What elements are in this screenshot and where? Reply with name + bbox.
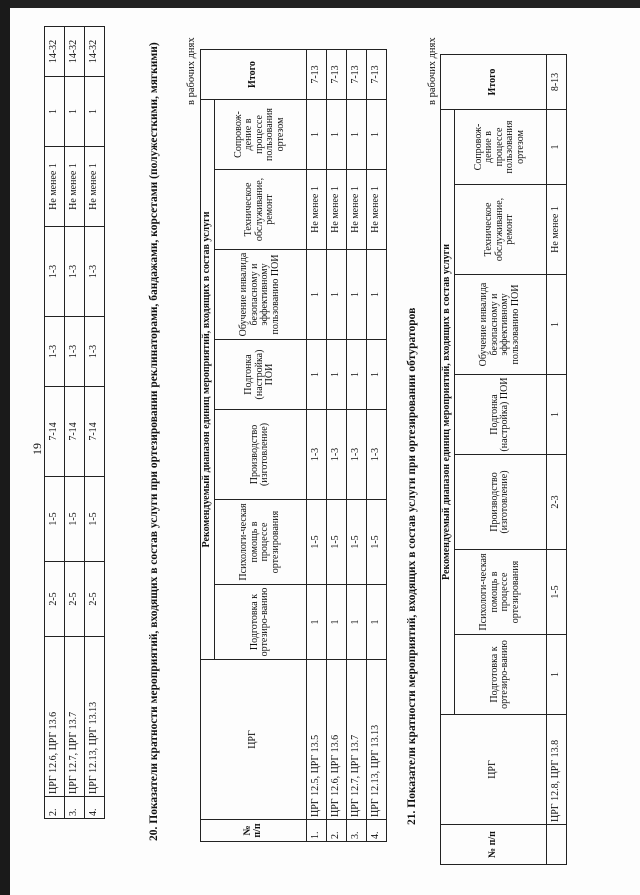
table-cell: ЦРГ 12.13, ЦРГ 13.13 xyxy=(85,637,105,797)
table-cell: 1-3 xyxy=(85,227,105,317)
table-cell: 1 xyxy=(65,77,85,147)
table-cell: 14-32 xyxy=(65,27,85,77)
table-cell: 1 xyxy=(346,100,366,170)
table-cell: 1-5 xyxy=(45,477,65,562)
header-total: Итого xyxy=(441,55,547,110)
section-20-title: 20. Показатели кратности мероприятий, входящих в состав услуги при ортезировании реклинаторами, бандажами, корсетами (полужесткими, мягкими) xyxy=(148,42,160,841)
table-cell: 14-32 xyxy=(45,27,65,77)
table-cell: 1 xyxy=(546,110,566,185)
table-cell: 7-14 xyxy=(65,387,85,477)
table-cell: ЦРГ 12.8, ЦРГ 13.8 xyxy=(546,715,566,825)
table-cell: ЦРГ 12.7, ЦРГ 13.7 xyxy=(346,660,366,820)
table-cell: ЦРГ 12.7, ЦРГ 13.7 xyxy=(65,637,85,797)
continuation-table xyxy=(44,26,105,819)
table-row xyxy=(546,55,566,865)
header-col: Техническое обслуживание, ремонт xyxy=(214,170,306,250)
table-cell: 1 xyxy=(326,585,346,660)
table-row xyxy=(65,27,85,819)
table-cell: ЦРГ 12.6, ЦРГ 13.6 xyxy=(45,637,65,797)
header-col: Обучение инвалида безопасному и эффективному пользованию ПОИ xyxy=(454,275,546,375)
table-cell: 1 xyxy=(85,77,105,147)
table-cell: Не менее 1 xyxy=(45,147,65,227)
table-cell: 1-5 xyxy=(366,500,386,585)
table-cell: 1 xyxy=(326,340,346,410)
header-col: Обучение инвалида безопасному и эффективному пользованию ПОИ xyxy=(214,250,306,340)
table-row xyxy=(326,50,346,842)
table-cell: 1-5 xyxy=(546,550,566,635)
header-col: Подгонка (настройка) ПОИ xyxy=(454,375,546,455)
header-col: Производство (изготовление) xyxy=(214,410,306,500)
section-20-unit: в рабочих днях xyxy=(186,37,197,105)
table-cell: 7-13 xyxy=(306,50,326,100)
table-cell: ЦРГ 12.5, ЦРГ 13.5 xyxy=(306,660,326,820)
table-cell: Не менее 1 xyxy=(65,147,85,227)
table-cell: 1-3 xyxy=(326,410,346,500)
table-cell: 14-32 xyxy=(85,27,105,77)
header-group: Рекомендуемый диапазон единиц мероприятий, входящих в состав услуги xyxy=(441,110,455,715)
table-cell: 1-5 xyxy=(326,500,346,585)
section-21-unit: в рабочих днях xyxy=(427,37,438,105)
header-col: Психологи-ческая помощь в процессе ортезирования xyxy=(214,500,306,585)
table-cell: 1 xyxy=(346,585,366,660)
table-cell: 1-3 xyxy=(306,410,326,500)
table-cell: 7-13 xyxy=(326,50,346,100)
table-cell: 7-13 xyxy=(366,50,386,100)
table-cell: 1-5 xyxy=(346,500,366,585)
table-cell: 1-5 xyxy=(65,477,85,562)
table-row xyxy=(346,50,366,842)
header-col: Сопровож-дение в процессе пользования ортезом xyxy=(214,100,306,170)
table-cell: 7-13 xyxy=(346,50,366,100)
header-num: № п/п xyxy=(201,820,307,842)
table-cell: 1 xyxy=(306,100,326,170)
table-cell: Не менее 1 xyxy=(306,170,326,250)
section-21-table xyxy=(440,54,567,865)
page-number: 19 xyxy=(30,443,44,455)
table-cell: 1 xyxy=(346,250,366,340)
table-cell: 1 xyxy=(546,275,566,375)
table-cell: 1 xyxy=(346,340,366,410)
header-col: Сопровож-дение в процессе пользования ортезом xyxy=(454,110,546,185)
table-cell: 1-5 xyxy=(85,477,105,562)
table-cell: 1 xyxy=(45,77,65,147)
table-cell: 1 xyxy=(326,100,346,170)
table-cell xyxy=(546,825,566,865)
header-num: № п/п xyxy=(441,825,547,865)
table-cell: 1 xyxy=(366,250,386,340)
table-cell: 2-3 xyxy=(546,455,566,550)
table-cell: 1-3 xyxy=(366,410,386,500)
header-col: Подготовка к ортезиро-ванию xyxy=(454,635,546,715)
table-cell: 2-5 xyxy=(45,562,65,637)
table-cell: 1-5 xyxy=(306,500,326,585)
table-cell: Не менее 1 xyxy=(85,147,105,227)
table-cell: 1. xyxy=(306,820,326,842)
table-cell: 2. xyxy=(45,797,65,819)
table-cell: 4. xyxy=(366,820,386,842)
table-cell: 1 xyxy=(546,375,566,455)
table-cell: 1 xyxy=(366,340,386,410)
table-cell: 8-13 xyxy=(546,55,566,110)
table-row xyxy=(366,50,386,842)
table-cell: 4. xyxy=(85,797,105,819)
table-cell: 1 xyxy=(366,585,386,660)
table-cell: 7-14 xyxy=(85,387,105,477)
header-col: Производство (изготовление) xyxy=(454,455,546,550)
table-cell: 1 xyxy=(546,635,566,715)
table-cell: 2-5 xyxy=(85,562,105,637)
table-cell: 7-14 xyxy=(45,387,65,477)
header-col: Подготовка к ортезиро-ванию xyxy=(214,585,306,660)
table-cell: 3. xyxy=(65,797,85,819)
header-col: Подгонка (настройка) ПОИ xyxy=(214,340,306,410)
table-cell: 1 xyxy=(306,585,326,660)
header-col: Психологи-ческая помощь в процессе ортезирования xyxy=(454,550,546,635)
table-cell: 1 xyxy=(326,250,346,340)
table-cell: 2-5 xyxy=(65,562,85,637)
table-row xyxy=(45,27,65,819)
table-cell: ЦРГ 12.13, ЦРГ 13.13 xyxy=(366,660,386,820)
table-row xyxy=(85,27,105,819)
table-cell: 1-3 xyxy=(85,317,105,387)
table-cell: Не менее 1 xyxy=(346,170,366,250)
table-cell: 3. xyxy=(346,820,366,842)
table-cell: 1-3 xyxy=(346,410,366,500)
header-crg: ЦРГ xyxy=(201,660,307,820)
table-cell: 1-3 xyxy=(65,227,85,317)
table-cell: 1 xyxy=(306,250,326,340)
table-cell: Не менее 1 xyxy=(326,170,346,250)
header-group: Рекомендуемый диапазон единиц мероприятий, входящих в состав услуги xyxy=(201,100,215,660)
table-cell: 1 xyxy=(366,100,386,170)
header-col: Техническое обслуживание, ремонт xyxy=(454,185,546,275)
table-cell: 1-3 xyxy=(45,317,65,387)
header-crg: ЦРГ xyxy=(441,715,547,825)
table-cell: 1-3 xyxy=(45,227,65,317)
table-cell: 1-3 xyxy=(65,317,85,387)
table-cell: Не менее 1 xyxy=(366,170,386,250)
table-cell: 2. xyxy=(326,820,346,842)
header-total: Итого xyxy=(201,50,307,100)
table-row xyxy=(306,50,326,842)
section-21-title: 21. Показатели кратности мероприятий, входящих в состав услуги при ортезировании обтураторов xyxy=(406,307,418,825)
table-cell: 1 xyxy=(306,340,326,410)
table-cell: Не менее 1 xyxy=(546,185,566,275)
table-cell: ЦРГ 12.6, ЦРГ 13.6 xyxy=(326,660,346,820)
section-20-table xyxy=(200,49,387,842)
